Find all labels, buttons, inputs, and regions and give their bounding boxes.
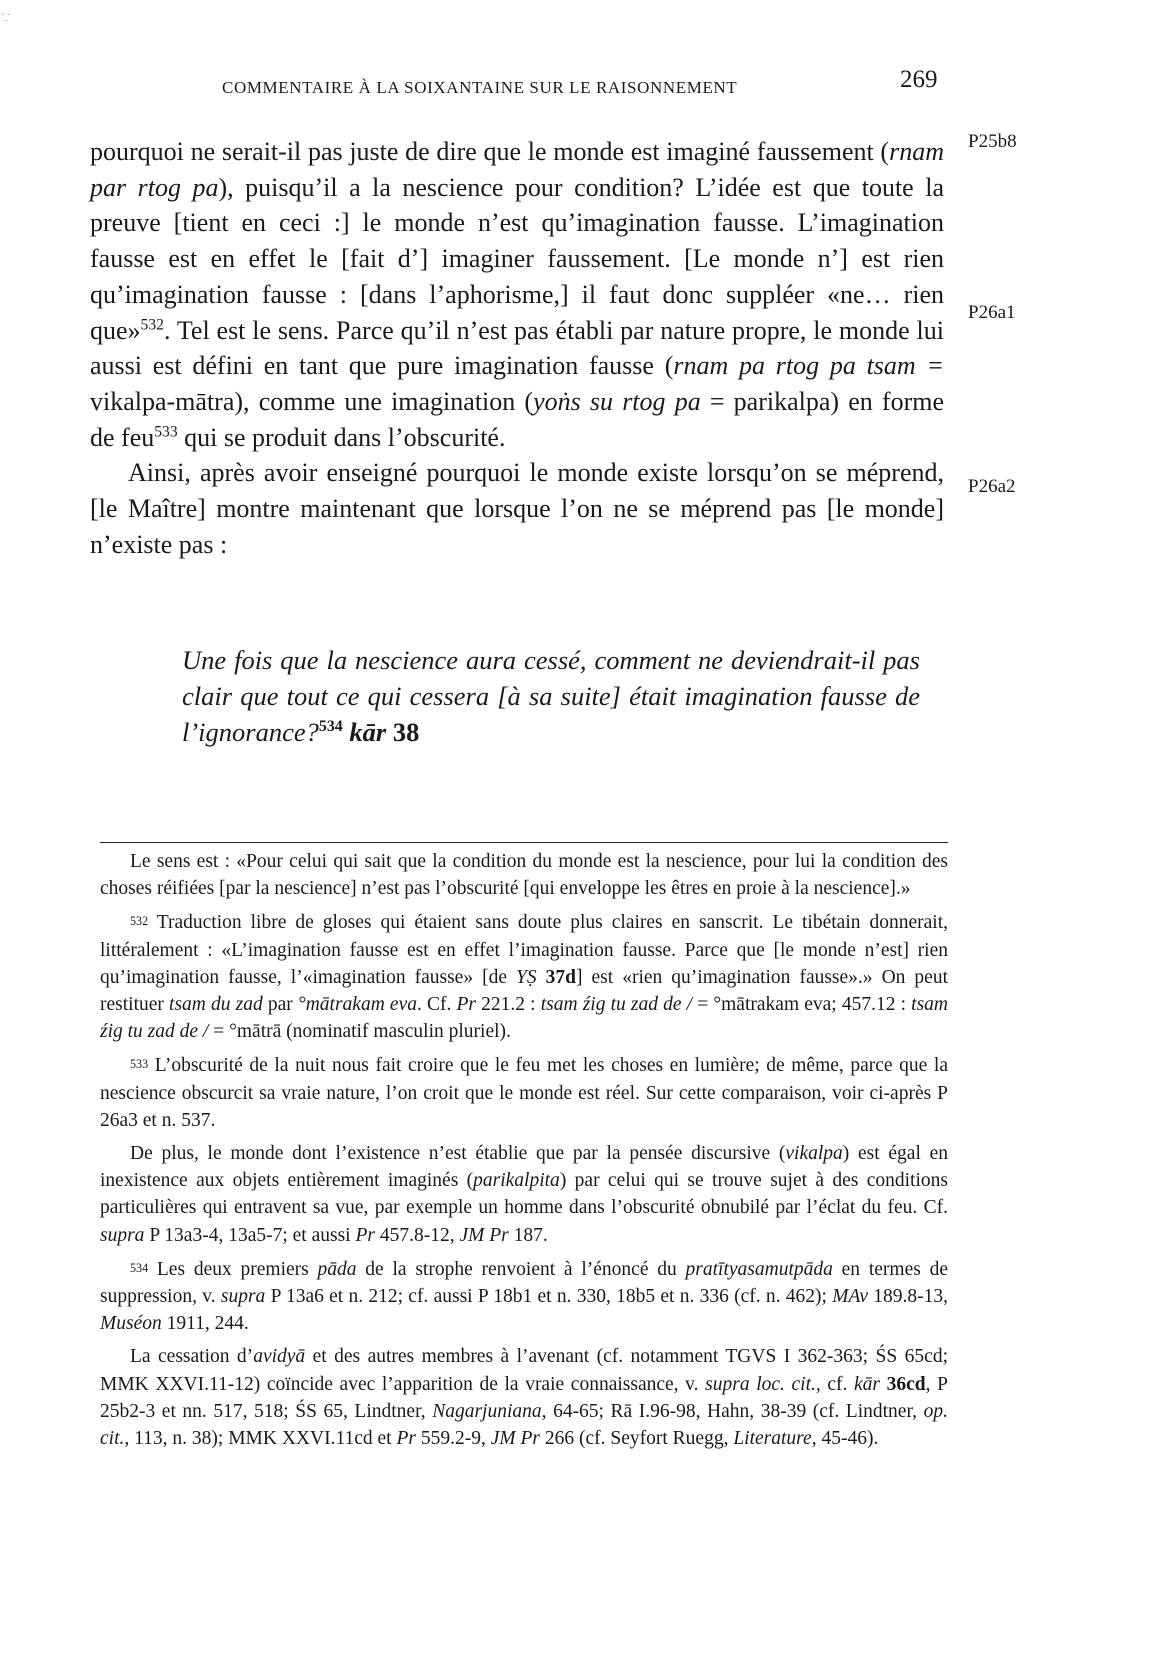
- running-header: COMMENTAIRE À LA SOIXANTAINE SUR LE RAISONNEMENT: [222, 78, 738, 97]
- page-number: 269: [900, 66, 938, 93]
- footnote-533-continued: De plus, le monde dont l’existence n’est établie que par la pensée discursive (vikalpa) est égal en inexistence aux objets entièrement imaginés (parikalpita) par celui qui se trouve sujet à des conditions particulières qui entravent sa vue, par exemple un homme dans l’obscurité obnubilé par l’éclat du feu. Cf. supra P 13a3-4, 13a5-7; et aussi Pr 457.8-12, JM Pr 187.: [100, 1143, 948, 1246]
- verse-karika-38: Une fois que la nescience aura cessé, comment ne deviendrait-il pas clair que tout ce qui cessera [à sa suite] était imagination fausse de l’ignorance?$^{534}$ kār 38: [182, 645, 920, 747]
- scan-speck: ⸪: [2, 13, 11, 24]
- margin-ref-p26a2: P26a2: [968, 476, 1016, 497]
- footnote-ref-534[interactable]: 534: [318, 718, 343, 736]
- footnote-534: 534 Les deux premiers pāda de la strophe renvoient à l’énoncé du pratītyasamutpāda en termes de suppression, v. supra P 13a6 et n. 212; cf. aussi P 18b1 et n. 330, 18b5 et n. 336 (cf. n. 462); MAv 189.8-13, Muséon 1911, 244.: [100, 1258, 948, 1335]
- paragraph-1: pourquoi ne serait-il pas juste de dire que le monde est imaginé faussement (rnam par rtog pa), puisqu’il a la nescience pour condition? L’idée est que toute la preuve [tient en ceci :] le monde n’est qu’imagination fausse. L’imagination fausse est en effet le [fait d’] imaginer faussement. [Le monde n’] est rien qu’imagination fausse : [dans l’aphorisme,] il faut donc suppléer «ne… rien que»$^{532}$. Tel est le sens. Parce qu’il n’est pas établi par nature propre, le monde lui aussi est défini en tant que pure imagination fausse (rnam pa rtog pa tsam = vikalpa-mātra), comme une imagination (yoṅs su rtog pa = parikalpa) en forme de feu$^{533}$ qui se produit dans l’obscurité.: [90, 137, 945, 452]
- paragraph-2: Ainsi, après avoir enseigné pourquoi le monde existe lorsqu’on se méprend, [le Maître] montre maintenant que lorsque l’on ne se méprend pas [le monde] n’existe pas :: [90, 458, 944, 559]
- footnote-533: 533 L’obscurité de la nuit nous fait croire que le feu met les choses en lumière; de même, parce que la nescience obscurcit sa vraie nature, l’on croit que le monde est réel. Sur cette comparaison, voir ci-après P 26a3 et n. 537.: [100, 1055, 948, 1131]
- footnote-532: 532 Traduction libre de gloses qui étaient sans doute plus claires en sanscrit. Le tibétain donnerait, littéralement : «L’imagination fausse est en effet l’imagination fausse. Parce que [le monde n’est] rien qu’imagination fausse, l’«imagination fausse» [de YṢ 37d] est «rien qu’imagination fausse».» On peut restituer tsam du zad par °mātrakam eva. Cf. Pr 221.2 : tsam źig tu zad de / = °mātrakam eva; 457.12 : tsam źig tu zad de / = °mātrā (nominatif masculin pluriel).: [100, 912, 949, 1043]
- margin-ref-p26a1: P26a1: [968, 302, 1016, 323]
- footnote-ref-532[interactable]: 532: [140, 315, 164, 333]
- footnote-divider: [100, 842, 948, 843]
- footnote-ref-533[interactable]: 533: [154, 422, 178, 440]
- footnote-534-continued: La cessation d’avidyā et des autres membres à l’avenant (cf. notamment TGVS I 362-363; ŚS 65cd; MMK XXVI.11-12) coïncide avec l’apparition de la vraie connaissance, v. supra loc. cit., cf. kār 36cd, P 25b2-3 et nn. 517, 518; ŚS 65, Lindtner, Nagarjuniana, 64-65; Rā I.96-98, Hahn, 38-39 (cf. Lindtner, op. cit., 113, n. 38); MMK XXVI.11cd et Pr 559.2-9, JM Pr 266 (cf. Seyfort Ruegg, Literature, 45-46).: [100, 1346, 948, 1450]
- margin-ref-p25b8: P25b8: [968, 131, 1017, 152]
- footnotes: [100, 848, 948, 1458]
- footnote-continuation: Le sens est : «Pour celui qui sait que la condition du monde est la nescience, pour lui la condition des choses réifiées [par la nescience] n’est pas l’obscurité [qui enveloppe les êtres en proie à la nescience].»: [100, 851, 948, 900]
- main-text: [90, 134, 944, 562]
